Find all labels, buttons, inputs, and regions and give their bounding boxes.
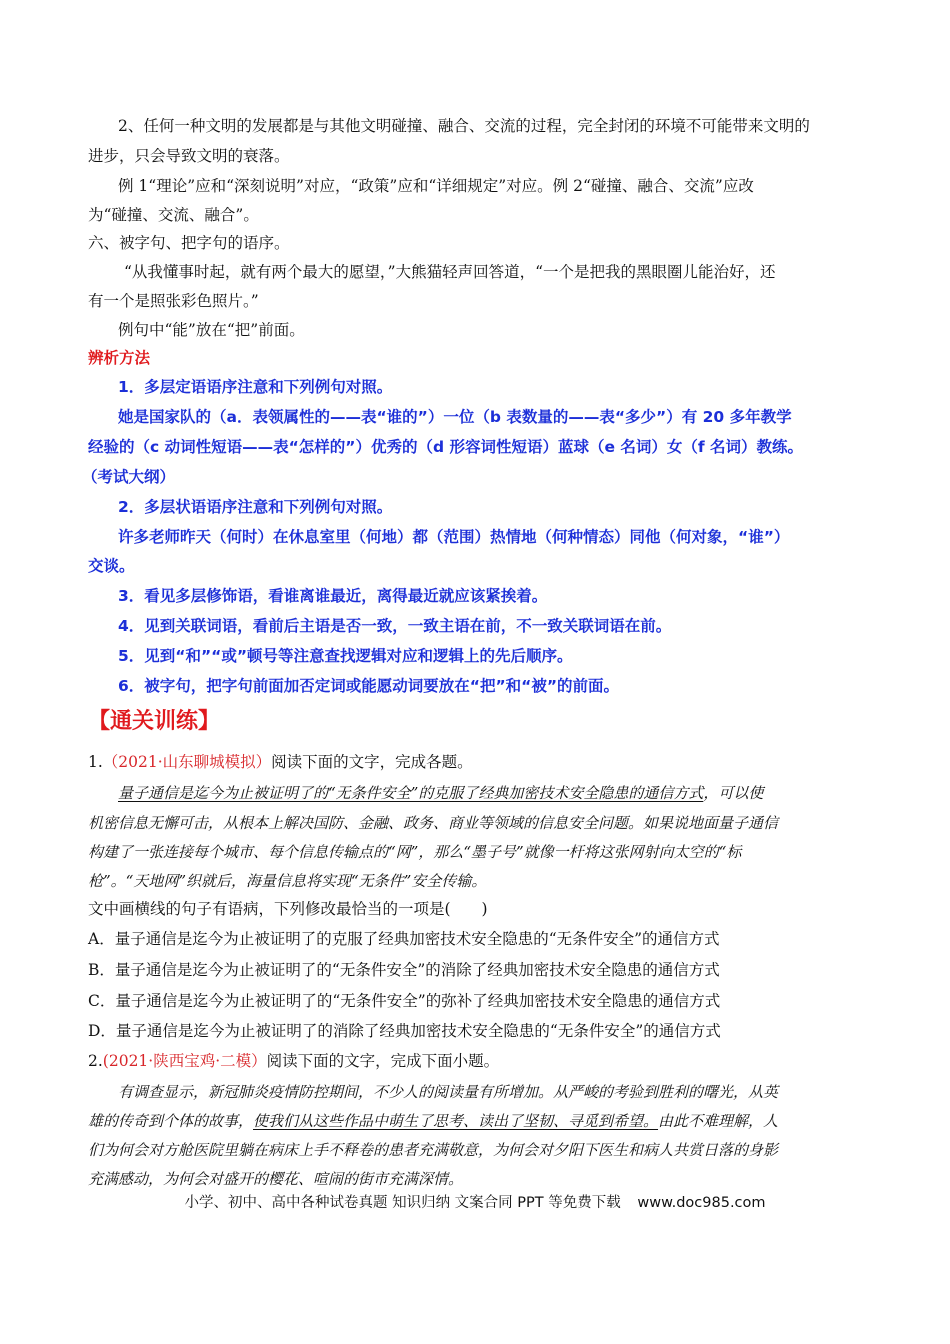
underlined-sentence: 使我们从这些作品中萌生了思考、读出了坚韧、寻觅到希望。 xyxy=(253,1112,659,1130)
option-c: C．量子通信是迄今为止被证明了的“无条件安全”的弥补了经典加密技术安全隐患的通信方式 xyxy=(88,992,721,1010)
passage-line: 枪”。“天地网”织就后，海量信息将实现“无条件”安全传输。 xyxy=(88,872,487,890)
question-2-header xyxy=(88,1051,499,1071)
passage-line: 有调查显示，新冠肺炎疫情防控期间，不少人的阅读量有所增加。从严峻的考验到胜利的曙光，从英 xyxy=(118,1083,779,1101)
question-number: 2. xyxy=(88,1052,103,1070)
method-item-4: 4．见到关联词语，看前后主语是否一致，一致主语在前，不一致关联词语在前。 xyxy=(118,617,672,635)
passage-line: 构建了一张连接每个城市、每个信息传输点的“网”，那么“墨子号”就像一杆将这张网射向太空的“标 xyxy=(88,843,742,861)
example-quote-line: 有一个是照张彩色照片。” xyxy=(88,292,259,310)
question-source: (2021·陕西宝鸡·二模） xyxy=(102,1052,267,1070)
paragraph-line: 2、任何一种文明的发展都是与其他文明碰撞、融合、交流的过程，完全封闭的环境不可能带来文明的 xyxy=(118,117,810,135)
paragraph-line: 例句中“能”放在“把”前面。 xyxy=(118,321,305,339)
method-item-3: 3．看见多层修饰语，看谁离谁最近，离得最近就应该紧挨着。 xyxy=(118,587,548,605)
passage-line: 机密信息无懈可击，从根本上解决国防、金融、政务、商业等领域的信息安全问题。如果说地面量子通信 xyxy=(88,814,779,832)
passage-text: ，可以使 xyxy=(703,784,764,802)
question-number: 1. xyxy=(88,753,103,771)
paragraph-line: 例 1“理论”应和“深刻说明”对应，“政策”应和“详细规定”对应。例 2“碰撞、融合、交流”应改 xyxy=(118,177,754,195)
option-b: B．量子通信是迄今为止被证明了的“无条件安全”的消除了经典加密技术安全隐患的通信方式 xyxy=(88,961,720,979)
method-example-line: 经验的（c 动词性短语——表“怎样的”）优秀的（d 形容词性短语）蓝球（e 名词）女（f 名词）教练。 xyxy=(88,438,804,456)
method-example-line: 交谈。 xyxy=(88,557,135,575)
underlined-sentence: 量子通信是迄今为止被证明了的“无条件安全”的克服了经典加密技术安全隐患的通信方式 xyxy=(118,784,704,802)
footer-link[interactable]: www.doc985.com xyxy=(637,1195,766,1211)
example-quote-line: “从我懂事时起，就有两个最大的愿望，”大熊猫轻声回答道，“一个是把我的黑眼圈儿能治好，还 xyxy=(124,263,776,281)
question-prompt: 阅读下面的文字，完成下面小题。 xyxy=(266,1052,500,1070)
passage-line: 充满感动，为何会对盛开的樱花、喧闹的街市充满深情。 xyxy=(88,1170,464,1188)
paragraph-line: 为“碰撞、交流、融合”。 xyxy=(88,206,259,224)
question-1-header xyxy=(88,752,473,772)
footer-text: 小学、初中、高中各种试卷真题 知识归纳 文案合同 PPT 等免费下载 xyxy=(184,1195,621,1211)
method-item-2: 2．多层状语语序注意和下列例句对照。 xyxy=(118,498,393,516)
option-a: A．量子通信是迄今为止被证明了的克服了经典加密技术安全隐患的“无条件安全”的通信方式 xyxy=(88,930,720,948)
passage-line xyxy=(118,783,763,803)
passage-text: 由此不难理解，人 xyxy=(658,1112,779,1130)
option-d: D．量子通信是迄今为止被证明了的消除了经典加密技术安全隐患的“无条件安全”的通信方式 xyxy=(88,1022,721,1040)
page-footer xyxy=(0,1191,950,1212)
method-example-line: 许多老师昨天（何时）在休息室里（何地）都（范围）热情地（何种情态）同他（何对象，“谁”） xyxy=(118,528,790,546)
paragraph-line: 进步，只会导致文明的衰落。 xyxy=(88,147,290,165)
method-item-6: 6．被字句，把字句前面加否定词或能愿动词要放在“把”和“被”的前面。 xyxy=(118,677,620,695)
section-heading: 六、被字句、把字句的语序。 xyxy=(88,234,290,252)
passage-line xyxy=(88,1111,778,1131)
passage-line: 们为何会对方舱医院里躺在病床上手不释卷的患者充满敬意，为何会对夕阳下医生和病人共赏日落的身影 xyxy=(88,1141,779,1159)
passage-text: 雄的传奇到个体的故事， xyxy=(88,1112,254,1130)
method-item-5: 5．见到“和”“或”顿号等注意查找逻辑对应和逻辑上的先后顺序。 xyxy=(118,647,573,665)
question-source: （2021·山东聊城模拟） xyxy=(102,753,272,771)
method-title: 辨析方法 xyxy=(88,349,151,367)
method-item-1: 1．多层定语语序注意和下列例句对照。 xyxy=(118,378,393,396)
question-stem: 文中画横线的句子有语病，下列修改最恰当的一项是( ) xyxy=(88,900,488,918)
method-example-line: （考试大纲） xyxy=(82,468,176,486)
question-prompt: 阅读下面的文字，完成各题。 xyxy=(271,753,473,771)
method-example-line: 她是国家队的（a．表领属性的——表“谁的”）一位（b 表数量的——表“多少”）有 20 多年教学 xyxy=(118,408,792,426)
training-banner: 【通关训练】 xyxy=(88,709,221,734)
